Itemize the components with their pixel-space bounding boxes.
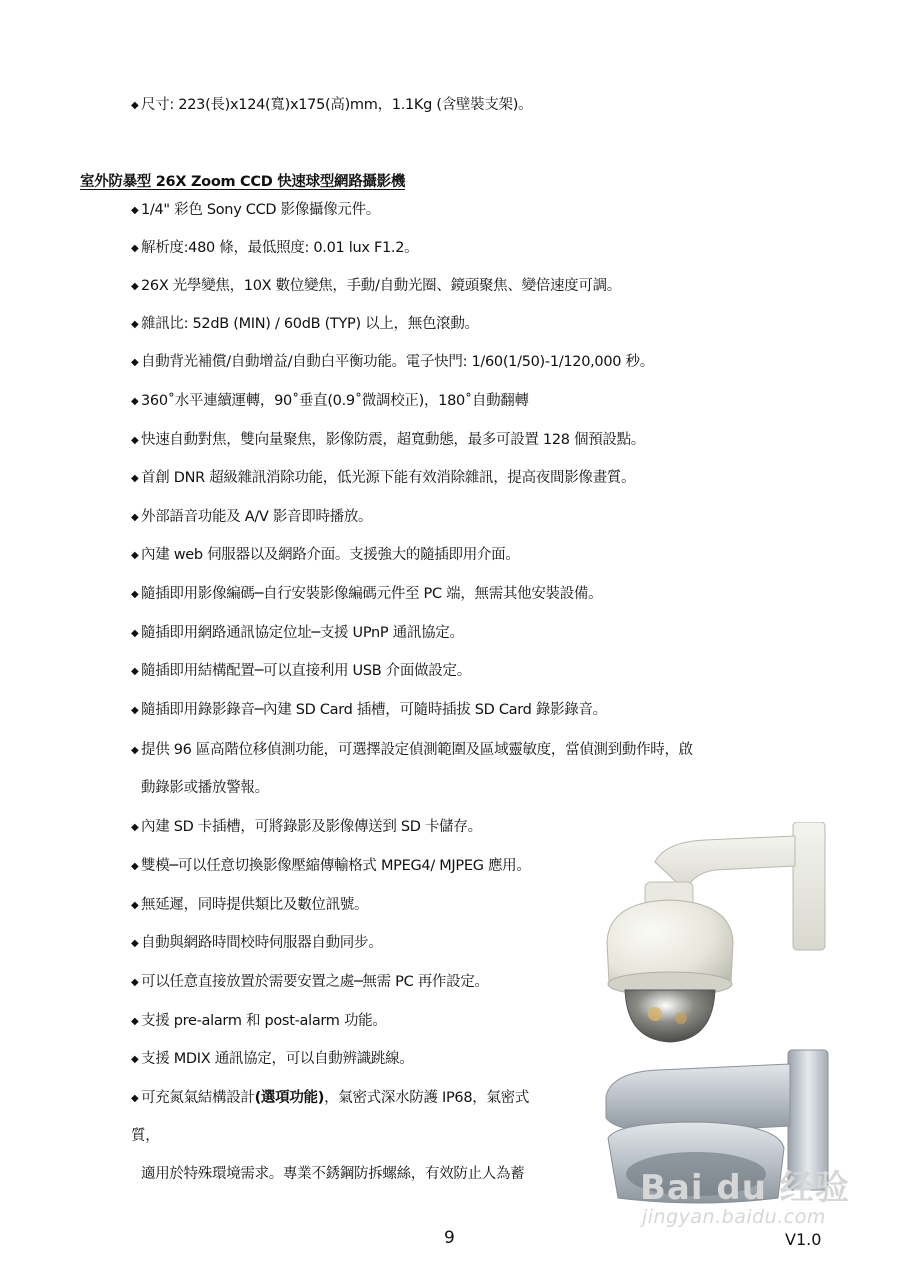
feature-text: 內建 web 伺服器以及網路介面。支援強大的隨插即用介面。	[141, 547, 520, 563]
bullet-icon: ◆	[131, 822, 139, 833]
feature-text: 360˚水平連續運轉，90˚垂直(0.9˚微調校正)，180˚自動翻轉	[141, 393, 529, 409]
feature-item	[131, 817, 482, 838]
bullet-icon: ◆	[131, 435, 139, 446]
feature-item	[131, 700, 607, 721]
bullet-icon: ◆	[131, 396, 139, 407]
feature-text: 隨插即用錄影錄音─內建 SD Card 插槽，可隨時插拔 SD Card 錄影錄音。	[141, 702, 607, 718]
document-version: V1.0	[785, 1230, 822, 1249]
feature-text: 提供 96 區高階位移偵測功能，可選擇設定偵測範圍及區域靈敏度，當偵測到動作時，啟	[141, 742, 693, 758]
feature-text: 自動背光補償/自動增益/自動白平衡功能。電子快門: 1/60(1/50)-1/120,000 秒。	[141, 354, 654, 370]
bullet-icon: ◆	[131, 243, 139, 254]
nitrogen-continuation-2: 適用於特殊環境需求。專業不銹鋼防拆螺絲，有效防止人為蓄	[141, 1166, 525, 1182]
watermark-brand: Bai du 经验	[640, 1168, 850, 1208]
feature-text: 無延遲，同時提供類比及數位訊號。	[141, 897, 369, 913]
feature-item	[131, 1011, 387, 1032]
bullet-icon: ◆	[131, 705, 139, 716]
feature-item	[131, 391, 529, 412]
nitrogen-prefix: 可充氮氣結構設計	[141, 1090, 255, 1106]
feature-text: 可以任意直接放置於需要安置之處─無需 PC 再作設定。	[141, 974, 489, 990]
bullet-icon: ◆	[131, 550, 139, 561]
page-number: 9	[444, 1228, 455, 1248]
feature-text: 雜訊比: 52dB (MIN) / 60dB (TYP) 以上，無色滾動。	[141, 316, 479, 332]
feature-text: 1/4" 彩色 Sony CCD 影像攝像元件。	[141, 202, 381, 218]
feature-text: 內建 SD 卡插槽，可將錄影及影像傳送到 SD 卡儲存。	[141, 819, 482, 835]
feature-text: 雙模─可以任意切換影像壓縮傳輸格式 MPEG4/ MJPEG 應用。	[141, 858, 531, 874]
feature-text: 支援 MDIX 通訊協定，可以自動辨識跳線。	[141, 1051, 414, 1067]
feature-item	[131, 584, 602, 605]
feature-text: 首創 DNR 超級雜訊消除功能，低光源下能有效消除雜訊，提高夜間影像畫質。	[141, 470, 636, 486]
feature-item	[131, 545, 520, 566]
bullet-icon: ◆	[131, 473, 139, 484]
feature-item	[131, 276, 621, 297]
feature-item	[131, 856, 531, 877]
bullet-icon: ◆	[131, 1016, 139, 1027]
continuation-motion-text: 動錄影或播放警報。	[141, 780, 269, 796]
feature-item	[131, 1049, 414, 1070]
silver-camera-mount-image	[598, 1048, 838, 1208]
bullet-icon: ◆	[131, 512, 139, 523]
feature-item	[131, 972, 489, 993]
feature-text: 解析度:480 條，最低照度: 0.01 lux F1.2。	[141, 240, 419, 256]
feature-text: 支援 pre-alarm 和 post-alarm 功能。	[141, 1013, 387, 1029]
bullet-icon: ◆	[131, 319, 139, 330]
feature-item	[131, 740, 693, 761]
feature-item	[131, 352, 654, 373]
feature-text: 自動與網路時間校時伺服器自動同步。	[141, 935, 383, 951]
bullet-icon: ◆	[131, 977, 139, 988]
nitrogen-suffix: ，氣密式深水防護 IP68，氣密式	[324, 1090, 530, 1106]
bullet-icon: ◆	[131, 628, 139, 639]
bullet-icon: ◆	[131, 100, 139, 111]
feature-text: 外部語音功能及 A/V 影音即時播放。	[141, 509, 373, 525]
feature-item	[131, 314, 479, 335]
continuation-motion-line	[141, 778, 269, 798]
feature-text: 隨插即用影像編碼─自行安裝影像編碼元件至 PC 端，無需其他安裝設備。	[141, 586, 603, 602]
bullet-icon: ◆	[131, 281, 139, 292]
feature-item	[131, 430, 645, 451]
bullet-icon: ◆	[131, 357, 139, 368]
watermark-url: jingyan.baidu.com	[642, 1206, 826, 1228]
feature-item	[131, 238, 418, 259]
feature-nitrogen	[131, 1088, 529, 1109]
feature-item	[131, 895, 368, 916]
nitrogen-optional-label: (選項功能)	[254, 1090, 325, 1106]
dimensions-text: 尺寸: 223(長)x124(寬)x175(高)mm，1.1Kg (含壁裝支架)。	[141, 97, 533, 113]
feature-text: 26X 光學變焦，10X 數位變焦，手動/自動光圈、鏡頭聚焦、變倍速度可調。	[141, 278, 621, 294]
bullet-icon: ◆	[131, 589, 139, 600]
bullet-icon: ◆	[131, 900, 139, 911]
nitrogen-continuation-1: 質，	[131, 1128, 160, 1144]
bullet-icon: ◆	[131, 861, 139, 872]
feature-text: 隨插即用網路通訊協定位址─支援 UPnP 通訊協定。	[141, 625, 464, 641]
bullet-icon: ◆	[131, 1054, 139, 1065]
feature-item	[131, 623, 464, 644]
feature-item	[131, 933, 382, 954]
feature-item	[131, 468, 635, 489]
feature-text: 快速自動對焦，雙向量聚焦，影像防震，超寬動態，最多可設置 128 個預設點。	[141, 432, 645, 448]
bullet-icon: ◆	[131, 666, 139, 677]
bullet-icon: ◆	[131, 938, 139, 949]
bullet-icon: ◆	[131, 745, 139, 756]
feature-item	[131, 661, 471, 682]
feature-item	[131, 200, 380, 221]
spec-line-dimensions	[131, 95, 532, 116]
bullet-icon: ◆	[131, 1093, 139, 1104]
feature-item	[131, 507, 372, 528]
feature-text: 隨插即用結構配置─可以直接利用 USB 介面做設定。	[141, 663, 471, 679]
bullet-icon: ◆	[131, 205, 139, 216]
section-heading: 室外防暴型 26X Zoom CCD 快速球型網路攝影機	[80, 174, 406, 190]
dome-camera-image	[595, 822, 835, 1047]
